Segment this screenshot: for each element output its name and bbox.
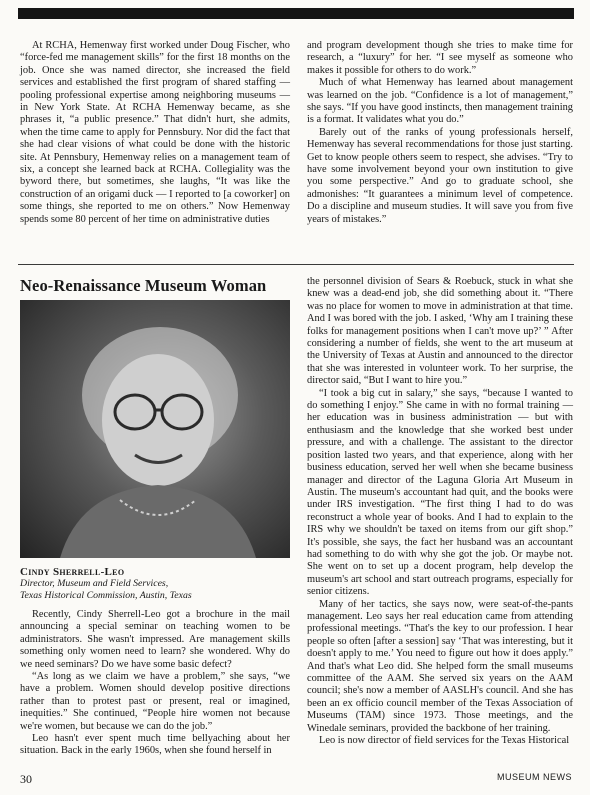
top-rule: [18, 8, 574, 19]
top-right-column: [307, 40, 573, 226]
paragraph: At RCHA, Hemenway first worked under Doug Fischer, who “force-fed me management skills” for the first 18 months on the job. Once she was named director, she increased the field services and established the first program of shared staffing — pooling professional expertise among neighboring museums — in New York State. At RCHA Hemenway became, as she phrases it, “a public presence.” That didn't hurt, she admits, when the time came to apply for Pennsbury. Nor did the fact that she had clear visions of what could be done with the historic site. At Pennsbury, Hemenway relies on a management team of six, a concept she learned back at RCHA. Collegiality was the byword there, but sometimes, she laughs, “It was like the construction of an origami duck — I reported to [a coworker] on some things, she reported to me on others.” Now Hemenway spends some 80 percent of her time on administrative duties: [20, 40, 290, 225]
bottom-right-column: [307, 276, 573, 747]
photo-caption: [20, 566, 290, 602]
bottom-left-column: [20, 609, 290, 758]
caption-title-line1: Director, Museum and Field Services,: [20, 578, 169, 589]
page-number: 30: [20, 772, 32, 786]
paragraph: “I took a big cut in salary,” she says, “because I wanted to do something I enjoy.” She came in with no formal training — her education was in business administration — but with enthusiasm and the knowledge that she worked best under pressure, and with a challenge. The assistant to the director position lasted two years, and that experience, along with her business education, served her well when she became business manager and director of the Laguna Gloria Art Museum in Austin. The museum's accountant had quit, and the books were under IRS investigation. “The first thing I had to do was reconstruct a whole year of books. And I had to explain to the IRS why we shouldn't be taxed on items from our gift shop.” It's possible, she says, the fact her husband was an accountant had something to do with why she got the job. Or maybe not. She went on to set up a docent program, help develop the museum's art school and start outreach programs, especially for senior citizens.: [307, 387, 573, 598]
section-divider: [18, 264, 574, 265]
caption-name: Cindy Sherrell-Leo: [20, 566, 125, 578]
paragraph: Many of her tactics, she says now, were seat-of-the-pants management. Leo says her real education came from attending professional meetings. “That's the key to our profession. I hear people so often [after a session] say ‘That was interesting, but it doesn't apply to me.’ You need to figure out how it does apply.” And that's what Leo did. She helped form the small museums committee of the AAM. She served six years on the AAM council; she's now a member of AASLH's council. And she has been an ex officio council member of the Texas Association of Museums (TAM) since 1973. Those meetings, and the Winedale seminars, provided the backbone of her training.: [307, 598, 573, 734]
paragraph: Leo hasn't ever spent much time bellyaching about her situation. Back in the early 1960s, when she found herself in: [20, 733, 290, 757]
paragraph: Recently, Cindy Sherrell-Leo got a brochure in the mail announcing a special seminar on teaching women to be administrators. She wasn't impressed. Are management skills something only women need to learn? she wondered. Why do we need seminars? Do we have some basic defect?: [20, 609, 290, 670]
portrait-photo: [20, 300, 290, 558]
portrait-photo-icon: [20, 300, 290, 558]
caption-title-line2: Texas Historical Commission, Austin, Texas: [20, 590, 192, 601]
article-headline: Neo-Renaissance Museum Woman: [20, 276, 267, 295]
top-left-column: [20, 40, 290, 226]
paragraph: and program development though she tries to make time for research, a “luxury” for her. “I see myself as someone who makes it possible for others to do work.”: [307, 40, 573, 76]
paragraph: Barely out of the ranks of young professionals herself, Hemenway has several recommendations for those just starting. Get to know people others seem to respect, she advises. “Try to have some involvement beyond your own institution to give you some perspective.” And go to graduate school, she admonishes: “It guarantees a minimum level of competence. Do a discipline and museum studies. It will save you from five years of mistakes.”: [307, 126, 573, 225]
paragraph: the personnel division of Sears & Roebuck, stuck in what she knew was a dead-end job, she did something about it. “There was no place for women to move in administration at that time. And I was bored with the job. I asked, ‘Why am I training these folks for management positions when I can't move up?’ ” After considering a number of fields, she went to the art museum at the University of Texas at Austin and announced to the director that she was interested in volunteer work. To her surprise, the director said, “But I want to hire you.”: [307, 276, 573, 387]
publication-name: MUSEUM NEWS: [497, 772, 572, 782]
paragraph: Leo is now director of field services for the Texas Historical: [319, 735, 570, 747]
paragraph: “As long as we claim we have a problem,” she says, “we have a problem. Women should develop positive directions rather than to protest past or present, real or imagined, inequities.” She continued, “People hire women not because we're women, but because we can do the job.”: [20, 671, 290, 732]
paragraph: Much of what Hemenway has learned about management was learned on the job. “Confidence is a lot of management,” she says. “If you have good instincts, then management training is a format. It validates what you do.”: [307, 77, 573, 126]
